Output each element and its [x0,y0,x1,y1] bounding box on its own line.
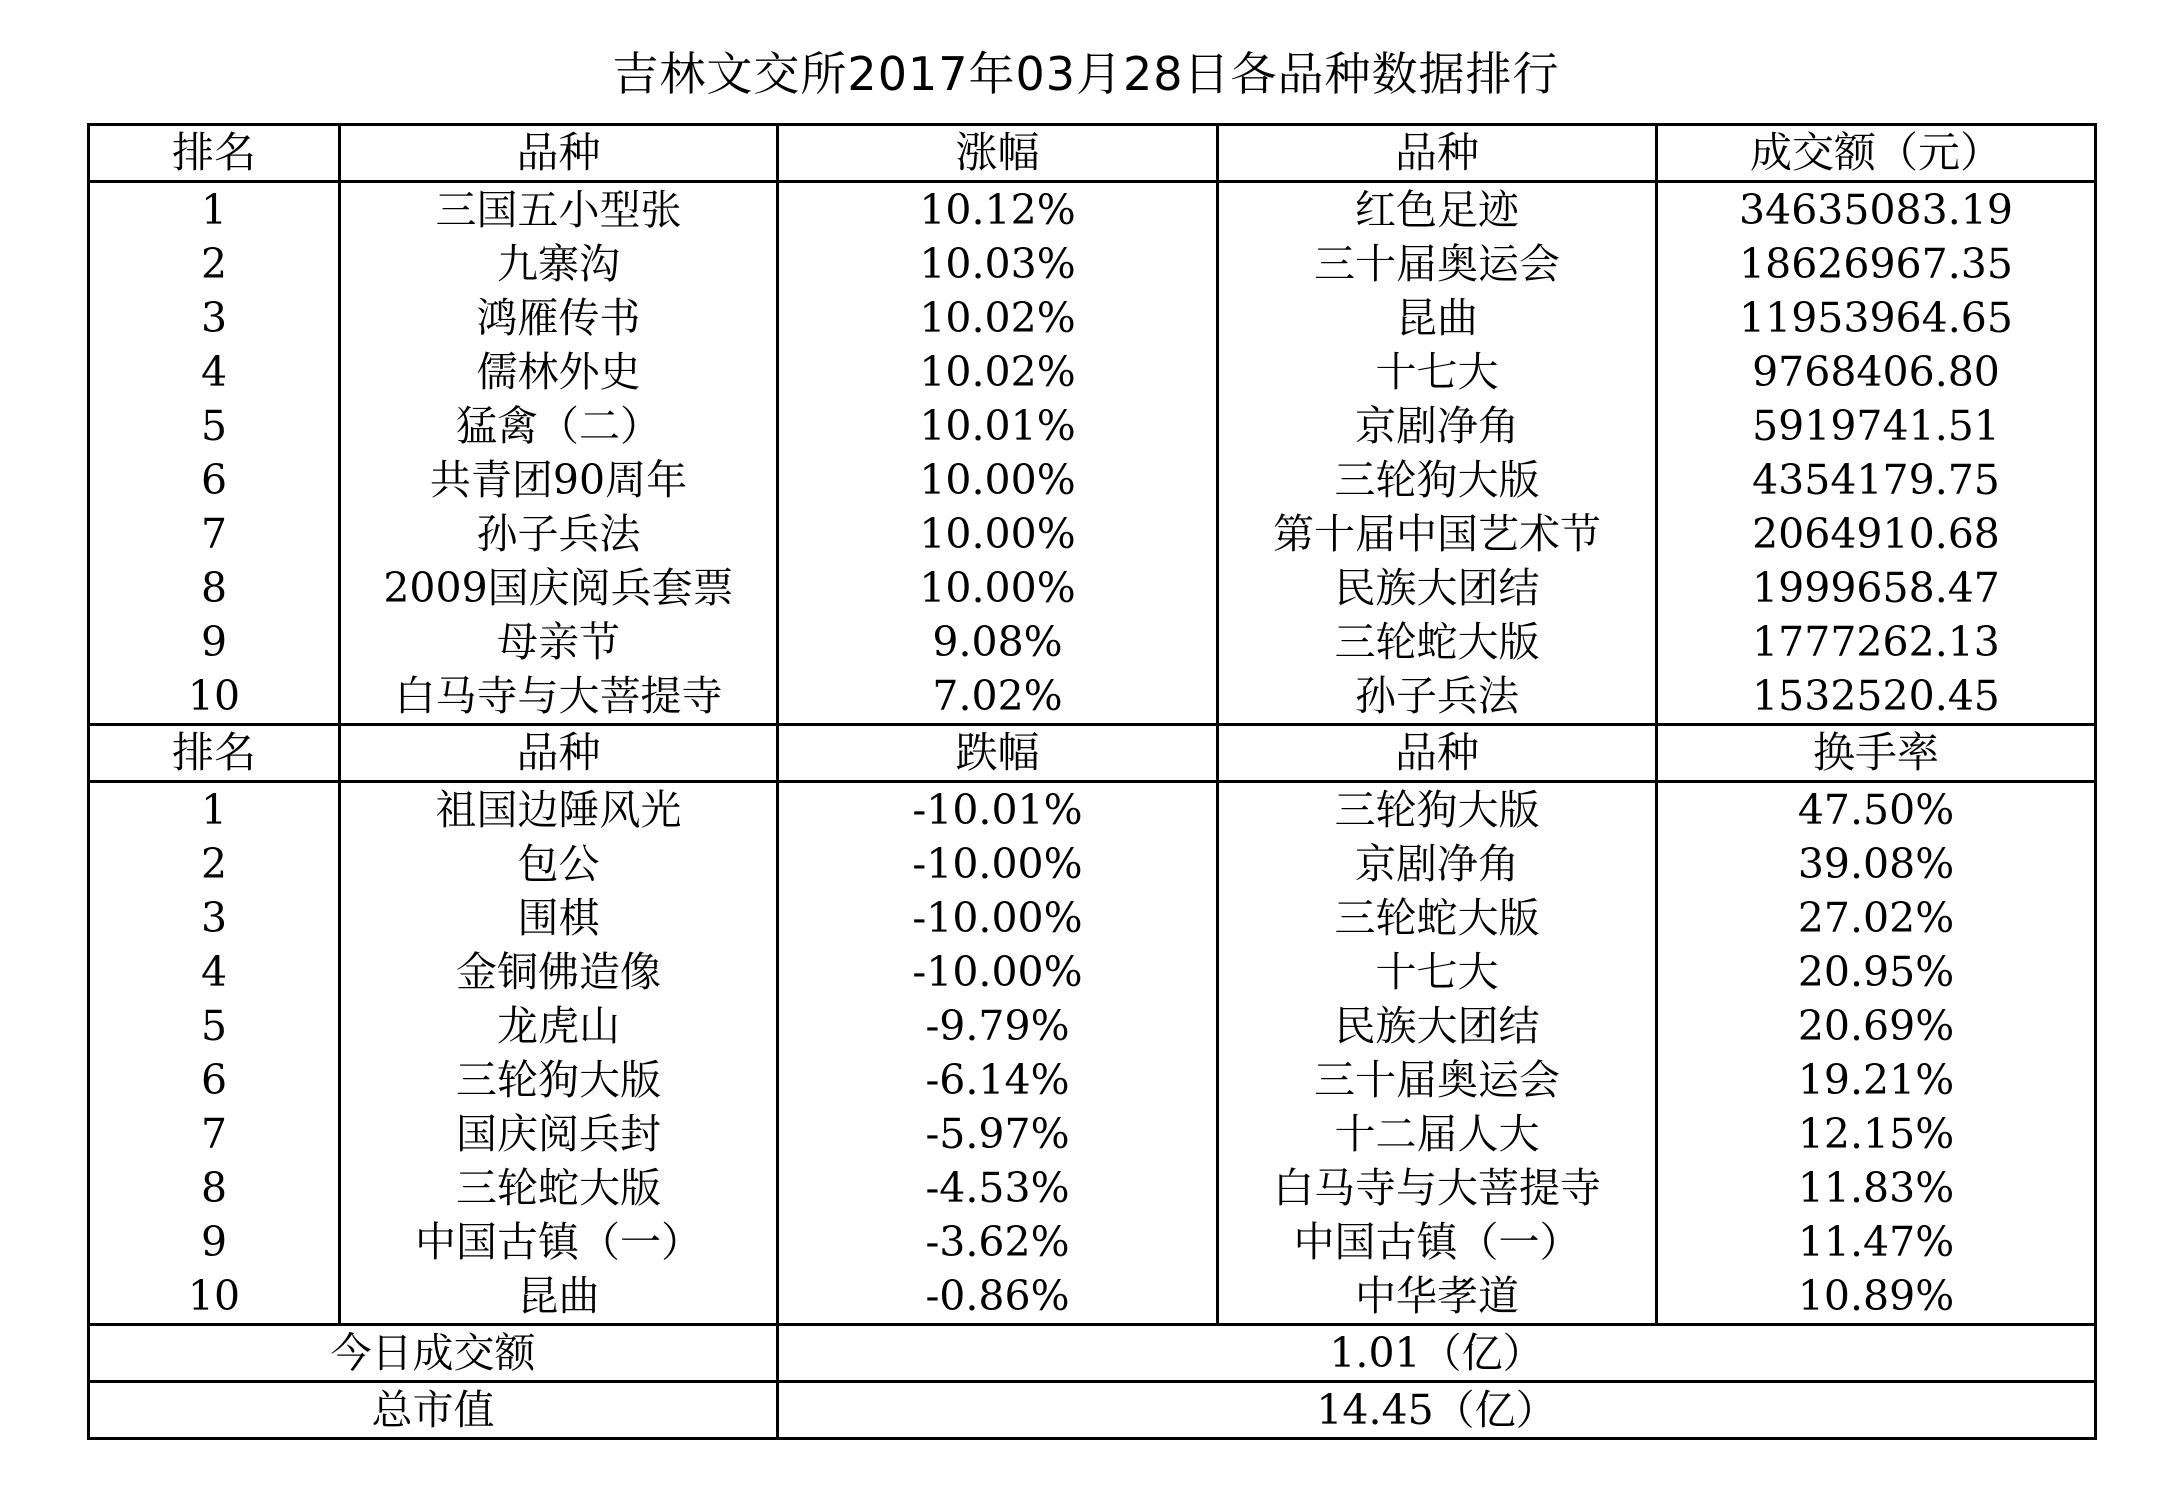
cell-rank: 10 [89,1269,340,1325]
cell-variety-2: 孙子兵法 [1218,669,1657,725]
cell-rank: 5 [89,399,340,453]
table-row [89,561,2096,615]
cell-change: -3.62% [778,1215,1218,1269]
cell-variety-2: 三轮蛇大版 [1218,891,1657,945]
cell-change: -9.79% [778,999,1218,1053]
cell-rank: 4 [89,345,340,399]
cell-variety-2: 京剧净角 [1218,837,1657,891]
cell-rank: 8 [89,561,340,615]
cell-change: 10.00% [778,561,1218,615]
cell-variety-2: 三十届奥运会 [1218,1053,1657,1107]
cell-variety-2: 十七大 [1218,945,1657,999]
summary-row [89,1382,2096,1439]
table-row [89,182,2096,238]
header-cell-metric: 换手率 [1657,725,2096,782]
cell-change: -10.00% [778,837,1218,891]
cell-variety-2: 三轮狗大版 [1218,453,1657,507]
table-row [89,1107,2096,1161]
cell-metric: 11.47% [1657,1215,2096,1269]
table-row [89,945,2096,999]
cell-metric: 20.95% [1657,945,2096,999]
cell-variety: 白马寺与大菩提寺 [340,669,778,725]
cell-change: 9.08% [778,615,1218,669]
cell-metric: 12.15% [1657,1107,2096,1161]
table-row [89,1053,2096,1107]
cell-variety: 猛禽（二） [340,399,778,453]
cell-metric: 11953964.65 [1657,291,2096,345]
summary-label: 今日成交额 [89,1325,778,1382]
cell-variety: 九寨沟 [340,237,778,291]
cell-variety: 三轮狗大版 [340,1053,778,1107]
page-title: 吉林文交所2017年03月28日各品种数据排行 [612,47,1560,101]
header-cell-metric: 成交额（元） [1657,125,2096,182]
table-row [89,291,2096,345]
header-cell-variety-2: 品种 [1218,125,1657,182]
cell-metric: 1999658.47 [1657,561,2096,615]
cell-variety-2: 中华孝道 [1218,1269,1657,1325]
cell-change: 10.01% [778,399,1218,453]
cell-variety: 儒林外史 [340,345,778,399]
table-row [89,453,2096,507]
cell-metric: 27.02% [1657,891,2096,945]
cell-metric: 9768406.80 [1657,345,2096,399]
cell-variety-2: 中国古镇（一） [1218,1215,1657,1269]
cell-rank: 9 [89,615,340,669]
table-row [89,782,2096,838]
cell-metric: 11.83% [1657,1161,2096,1215]
table-row [89,237,2096,291]
cell-variety-2: 十七大 [1218,345,1657,399]
cell-variety: 三国五小型张 [340,182,778,238]
cell-variety-2: 昆曲 [1218,291,1657,345]
cell-metric: 39.08% [1657,837,2096,891]
cell-rank: 2 [89,837,340,891]
cell-rank: 10 [89,669,340,725]
cell-variety: 中国古镇（一） [340,1215,778,1269]
cell-variety: 龙虎山 [340,999,778,1053]
header-cell-variety: 品种 [340,125,778,182]
cell-metric: 34635083.19 [1657,182,2096,238]
cell-metric: 1777262.13 [1657,615,2096,669]
table-row [89,399,2096,453]
cell-change: 10.00% [778,507,1218,561]
table-row [89,669,2096,725]
cell-change: 10.02% [778,291,1218,345]
header-cell-change: 跌幅 [778,725,1218,782]
cell-variety-2: 白马寺与大菩提寺 [1218,1161,1657,1215]
cell-variety-2: 十二届人大 [1218,1107,1657,1161]
cell-variety-2: 三轮狗大版 [1218,782,1657,838]
cell-variety: 围棋 [340,891,778,945]
cell-metric: 4354179.75 [1657,453,2096,507]
cell-variety-2: 三轮蛇大版 [1218,615,1657,669]
header-cell-rank: 排名 [89,725,340,782]
cell-variety-2: 京剧净角 [1218,399,1657,453]
summary-value: 1.01（亿） [778,1325,2096,1382]
cell-change: -0.86% [778,1269,1218,1325]
cell-variety: 金铜佛造像 [340,945,778,999]
cell-variety: 鸿雁传书 [340,291,778,345]
table-row [89,891,2096,945]
table-row [89,507,2096,561]
cell-change: 10.03% [778,237,1218,291]
cell-rank: 3 [89,291,340,345]
header-cell-variety-2: 品种 [1218,725,1657,782]
cell-change: -4.53% [778,1161,1218,1215]
cell-rank: 6 [89,453,340,507]
cell-metric: 19.21% [1657,1053,2096,1107]
cell-rank: 1 [89,182,340,238]
cell-rank: 7 [89,1107,340,1161]
cell-rank: 3 [89,891,340,945]
section-2-header-row [89,725,2096,782]
cell-variety-2: 三十届奥运会 [1218,237,1657,291]
section-1-header-row [89,125,2096,182]
header-cell-variety: 品种 [340,725,778,782]
cell-change: -6.14% [778,1053,1218,1107]
cell-change: -10.00% [778,891,1218,945]
cell-rank: 8 [89,1161,340,1215]
cell-rank: 5 [89,999,340,1053]
cell-change: 10.12% [778,182,1218,238]
cell-metric: 1532520.45 [1657,669,2096,725]
header-cell-change: 涨幅 [778,125,1218,182]
cell-variety: 母亲节 [340,615,778,669]
cell-change: -10.00% [778,945,1218,999]
table-row [89,615,2096,669]
cell-variety: 孙子兵法 [340,507,778,561]
summary-label: 总市值 [89,1382,778,1439]
cell-variety: 共青团90周年 [340,453,778,507]
table-row [89,1215,2096,1269]
cell-rank: 4 [89,945,340,999]
cell-change: 7.02% [778,669,1218,725]
cell-change: -10.01% [778,782,1218,838]
summary-row [89,1325,2096,1382]
summary-value: 14.45（亿） [778,1382,2096,1439]
ranking-table [87,123,2097,1440]
cell-rank: 9 [89,1215,340,1269]
header-cell-rank: 排名 [89,125,340,182]
cell-rank: 7 [89,507,340,561]
cell-metric: 20.69% [1657,999,2096,1053]
cell-change: -5.97% [778,1107,1218,1161]
cell-variety-2: 红色足迹 [1218,182,1657,238]
cell-variety: 祖国边陲风光 [340,782,778,838]
cell-metric: 10.89% [1657,1269,2096,1325]
cell-metric: 5919741.51 [1657,399,2096,453]
cell-rank: 1 [89,782,340,838]
cell-variety-2: 第十届中国艺术节 [1218,507,1657,561]
cell-variety: 国庆阅兵封 [340,1107,778,1161]
table-row [89,345,2096,399]
table-row [89,999,2096,1053]
table-row [89,1269,2096,1325]
cell-metric: 2064910.68 [1657,507,2096,561]
cell-metric: 18626967.35 [1657,237,2096,291]
cell-variety-2: 民族大团结 [1218,999,1657,1053]
cell-rank: 6 [89,1053,340,1107]
cell-variety: 昆曲 [340,1269,778,1325]
table-row [89,1161,2096,1215]
cell-rank: 2 [89,237,340,291]
cell-change: 10.00% [778,453,1218,507]
cell-variety: 包公 [340,837,778,891]
table-row [89,837,2096,891]
cell-variety: 三轮蛇大版 [340,1161,778,1215]
cell-metric: 47.50% [1657,782,2096,838]
cell-variety: 2009国庆阅兵套票 [340,561,778,615]
cell-change: 10.02% [778,345,1218,399]
cell-variety-2: 民族大团结 [1218,561,1657,615]
